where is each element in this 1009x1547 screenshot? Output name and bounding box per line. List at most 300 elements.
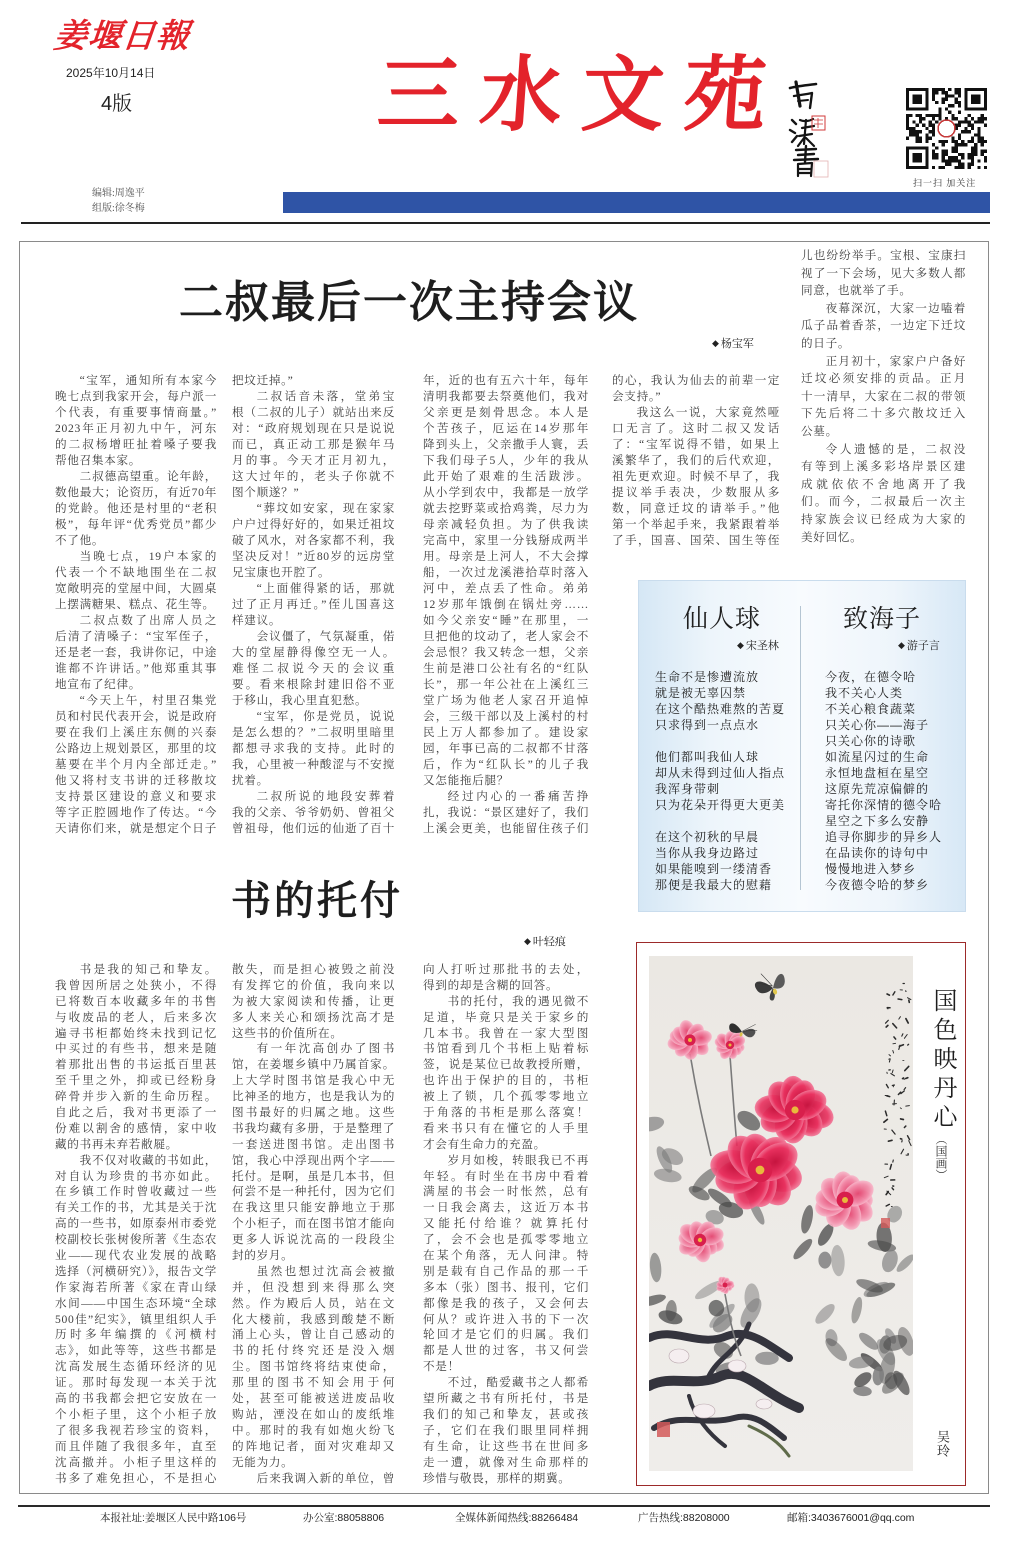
text-line: 份难以割舍的感情，家中收	[55, 1121, 217, 1135]
article-column	[801, 247, 966, 546]
text-line: 藏的书再未弃若敝屣。	[55, 1137, 178, 1151]
text-line: 视了一下会场，见大多数人都	[801, 266, 966, 280]
qr-module	[938, 88, 941, 91]
paragraph	[801, 247, 966, 300]
qr-module	[945, 107, 948, 110]
qr-module	[981, 114, 984, 117]
qr-module	[951, 114, 954, 117]
qr-module	[909, 130, 912, 133]
paragraph	[55, 613, 217, 693]
footer-address: 本报社址:姜堰区人民中路106号	[100, 1512, 247, 1524]
qr-module	[906, 127, 909, 130]
text-line: 有等到上溪多彩垎岸景区建	[801, 460, 966, 474]
text-line: 都是人世的过客，书又何尝	[423, 1344, 589, 1358]
qr-module	[932, 94, 935, 97]
text-line: 比神圣的地方，也是我认为的	[232, 1090, 395, 1104]
qr-module	[916, 133, 919, 136]
peony-stamen	[698, 1238, 702, 1242]
qr-module	[942, 98, 945, 101]
text-line: 溪繁华了，我们的后代欢迎，	[612, 454, 780, 467]
text-line: 个小柜子里，这个小柜子放	[55, 1407, 217, 1421]
qr-module	[932, 166, 935, 169]
paragraph	[423, 962, 589, 994]
paragraph	[801, 441, 966, 547]
text-line: 都想寻求我的支持。此时的	[232, 742, 395, 755]
text-line: 也许出于保护的目的，书柜	[423, 1074, 589, 1088]
text-line: 后，作为“红队长”的儿子我	[423, 758, 589, 771]
text-line: 令人遗憾的是，二叔没	[825, 442, 966, 456]
qr-module	[935, 114, 938, 117]
page-edition: 4版	[101, 93, 133, 115]
poem-body	[825, 669, 942, 909]
qr-module	[977, 137, 980, 140]
peony-stamen	[791, 1106, 798, 1113]
text-line: 校副校长张树俊所著《生态农	[55, 1233, 217, 1247]
article-column	[423, 373, 589, 837]
text-line: 一日我会离去，这近万本书	[423, 1201, 589, 1215]
paragraph	[423, 1153, 589, 1375]
qr-emblem	[938, 120, 955, 137]
qr-module	[977, 120, 980, 123]
text-line: 等字正腔圆地作了传达。“今	[55, 806, 217, 819]
qr-module	[916, 124, 919, 127]
qr-module	[951, 94, 954, 97]
text-line: 母亲减轻负担。为了供我读	[423, 518, 589, 531]
text-line: 何尝不是一种托付，因为它们	[232, 1185, 395, 1199]
text-line: 不过，酷爱藏书之人都希	[447, 1376, 589, 1390]
qr-module	[974, 143, 977, 146]
qr-module	[984, 159, 987, 162]
poem-line: 不关心粮食蔬菜	[825, 702, 917, 716]
footer-news-hotline: 全媒体新闻热线:88266484	[455, 1512, 579, 1524]
qr-module	[942, 88, 945, 91]
qr-module	[945, 94, 948, 97]
paragraph	[423, 1375, 589, 1486]
poem-line: 在这个酷热难熬的苦夏	[655, 702, 786, 716]
text-line: 并，但没想到来得那么突	[232, 1280, 395, 1294]
text-line: 迁坟必须安排的贡品。正月	[801, 372, 966, 386]
text-line: 们。而今，二叔最后一次主	[801, 495, 966, 509]
peony-stamen	[729, 1044, 732, 1047]
paragraph	[232, 501, 395, 581]
text-line: 了手，国喜、国荣、国生等侄	[612, 534, 780, 547]
qr-module	[938, 140, 941, 143]
poem-line: 他们都叫我仙人球	[655, 750, 760, 764]
text-line: 公墓。	[801, 424, 838, 438]
text-line: 天请你们来，就是想定个日子	[55, 822, 217, 835]
text-line: 对自认为珍贵的书亦如此。	[55, 1169, 217, 1183]
text-line: 年，近的也有五六十年，每年	[423, 374, 589, 387]
paragraph	[423, 994, 589, 1153]
qr-module	[909, 133, 912, 136]
text-line: 看来书只有在懂它的人手里	[423, 1121, 589, 1135]
qr-module	[945, 150, 948, 153]
qr-module	[929, 137, 932, 140]
text-line: 然。作为殿后人员，站在文	[232, 1296, 395, 1310]
qr-module	[968, 153, 971, 156]
qr-module	[945, 140, 948, 143]
qr-module	[938, 111, 941, 114]
text-line: 了，会不会也是孤零零地立	[423, 1233, 589, 1247]
text-line: 旦把他的坟动了，老人家会不	[423, 630, 589, 643]
qr-module	[955, 146, 958, 149]
qr-module	[916, 140, 919, 143]
text-line: 书的托付终究还是没入烟	[232, 1344, 395, 1358]
text-line: 书我均藏有多册，于是整理了	[232, 1121, 395, 1135]
qr-module	[955, 140, 958, 143]
qr-module	[981, 150, 984, 153]
qr-module	[981, 117, 984, 120]
paragraph	[232, 1041, 395, 1263]
text-line: 样建议。	[232, 614, 282, 627]
poem-line: 今夜，在德令哈	[825, 670, 917, 684]
qr-module	[971, 117, 974, 120]
qr-module	[974, 153, 977, 156]
qr-module	[932, 88, 935, 91]
poem-line: 永恒地盘桓在星空	[825, 766, 930, 780]
qr-module	[932, 156, 935, 159]
text-line: 后来我调入新的单位，曾	[256, 1471, 395, 1485]
qr-module	[929, 130, 932, 133]
poem-line: 寄托你深情的德令哈	[825, 798, 943, 812]
qr-module	[919, 130, 922, 133]
text-line: 难怪二叔说今天的会议重	[232, 662, 395, 675]
text-line: 月的事。今天才正月初九，	[232, 454, 395, 467]
qr-module	[958, 88, 961, 91]
text-line: 向人打听过那批书的去处，	[423, 963, 589, 976]
text-line: 我的父亲、爷爷奶奶、曾祖父	[232, 806, 395, 819]
article-column	[232, 962, 395, 1486]
paragraph	[232, 389, 395, 501]
text-line: 在乡镇工作时曾收藏过一些	[55, 1185, 217, 1199]
qr-module	[919, 114, 922, 117]
text-line: 正月初十，家家户户备好	[825, 354, 966, 368]
qr-module	[958, 153, 961, 156]
text-line: 会忌恨？我又转念一想，父亲	[423, 646, 589, 659]
inscription-stroke	[908, 1044, 909, 1045]
qr-module	[974, 120, 977, 123]
text-line: 要。看来根除封建旧俗不亚	[232, 678, 395, 691]
text-line: “今天上午，村里召集党	[79, 694, 217, 707]
text-line: 父亲更是刻骨思念。本人是	[423, 406, 589, 419]
text-line: “葬坟如安家，现在家家	[256, 502, 395, 515]
qr-module	[968, 140, 971, 143]
text-line: “上面催得紧的话，那就	[256, 582, 395, 595]
text-line: 选择（河横研究）》，报告文学	[55, 1264, 217, 1278]
text-line: 满屋的书会一时怅然，总有	[423, 1185, 589, 1199]
paragraph	[232, 1264, 395, 1471]
poem-line: 我不关心人类	[825, 686, 904, 700]
paragraph	[232, 962, 395, 1041]
inscription-stroke	[906, 1106, 910, 1107]
qr-module	[977, 133, 980, 136]
text-line: 是怎么想的？”二叔明里暗里	[232, 726, 395, 739]
qr-module	[964, 130, 967, 133]
qr-module	[951, 150, 954, 153]
qr-module	[938, 166, 941, 169]
qr-module	[981, 143, 984, 146]
qr-module	[912, 127, 915, 130]
text-line: 支持景区建设的意义和要求	[55, 790, 217, 803]
qr-module	[906, 137, 909, 140]
text-line: 了：“宝军说得不错，如果上	[612, 438, 780, 451]
poem-line: 当你从我身边路过	[655, 846, 760, 860]
qr-module	[984, 156, 987, 159]
text-line: 散失，而是担心被毁之前没	[232, 963, 395, 976]
text-line: 墓要在半个月内全部迁走。”	[55, 758, 217, 771]
article-title: 二叔最后一次主持会议	[179, 278, 639, 327]
inscription-stroke	[904, 1126, 905, 1127]
text-line: 曾祖母，他们远的仙逝了百十	[232, 822, 395, 835]
text-line: 十一清早，大家在二叔的带领	[801, 389, 966, 403]
text-line: 会议僵了，气氛凝重，偌	[256, 630, 395, 643]
author-name: 游子言	[906, 640, 940, 652]
text-line: 书多了难免担心，不是担心	[55, 1471, 217, 1485]
typesetter-credit: 组版:徐冬梅	[92, 203, 145, 214]
qr-module	[945, 98, 948, 101]
paragraph	[801, 300, 966, 353]
qr-module	[948, 104, 951, 107]
qr-module	[971, 146, 974, 149]
qr-module	[919, 120, 922, 123]
text-line: 不是！	[423, 1360, 460, 1374]
paragraph	[232, 789, 395, 837]
text-line: 降到头上，父亲撒手人寰，丢	[423, 438, 589, 451]
poem-line: 只求得到一点点水	[655, 718, 760, 732]
text-line: 这些书的价值所在。	[232, 1026, 343, 1040]
text-line: 书是我的知己和挚友。	[79, 963, 217, 976]
text-line: 处，甚至可能被送进废品收	[232, 1392, 395, 1406]
qr-module	[977, 166, 980, 169]
qr-module	[977, 130, 980, 133]
text-line: 图个顺遂？”	[232, 486, 300, 499]
qr-module	[945, 159, 948, 162]
artwork-artist: 吴玲	[935, 1430, 950, 1458]
text-line: 500佳”纪实》，镇里组织人手	[55, 1312, 217, 1326]
qr-module	[935, 91, 938, 94]
text-line: 高的一些书，如原泰州市委党	[55, 1217, 217, 1231]
qr-module	[932, 133, 935, 136]
text-line: 书馆看到几个书柜上贴着标	[423, 1042, 589, 1056]
text-line: 水间——中国生态环境“全球	[55, 1296, 217, 1310]
article-byline	[524, 934, 566, 949]
qr-module	[961, 120, 964, 123]
qr-module	[942, 91, 945, 94]
text-line: 长”，那一年公社在上溪红三	[423, 678, 589, 691]
qr-module	[948, 111, 951, 114]
qr-module	[916, 130, 919, 133]
text-line: 清明我都要去祭奠他们，我对	[423, 390, 589, 403]
qr-module	[935, 120, 938, 123]
qr-module	[971, 137, 974, 140]
text-line: 园，年事已高的二叔都不甘落	[423, 742, 589, 755]
inscription-stroke	[892, 1085, 894, 1086]
qr-module	[977, 117, 980, 120]
qr-module	[916, 114, 919, 117]
text-line: 望所藏之书有所托付，书是	[423, 1392, 589, 1406]
text-line: 户户过得好好的，如果迁祖坟	[232, 518, 395, 531]
text-line: 在我这里只能安静地立于那	[232, 1201, 395, 1215]
qr-module	[961, 140, 964, 143]
author-name: 叶轻痕	[532, 936, 566, 948]
peony-stamen	[688, 1038, 692, 1042]
qr-module	[971, 124, 974, 127]
inscription-stroke	[887, 994, 889, 995]
text-line: 中。那时的我有如炮火纷飞	[232, 1423, 395, 1437]
issue-date: 2025年10月14日	[66, 66, 156, 80]
paragraph	[801, 353, 966, 441]
text-line: 别是载有自己作品的那一千	[423, 1264, 589, 1278]
text-line: 12岁那年饿倒在锅灶旁……	[423, 598, 589, 611]
qr-module	[958, 91, 961, 94]
qr-finder	[971, 94, 981, 104]
diamond-icon: ◆	[737, 640, 744, 650]
qr-module	[955, 159, 958, 162]
text-line: 代表一个不缺地围坐在二叔	[55, 566, 217, 579]
poem-body	[655, 669, 785, 909]
text-line: 志》，如此等等，这些书都是	[55, 1344, 217, 1358]
inscription-stroke	[888, 1140, 892, 1141]
text-line: 祖先更欢迎。时候不早了，我	[612, 470, 780, 483]
text-line: 提议举手表决，少数服从多	[612, 486, 780, 499]
text-line: 在某个角落，无人问津。特	[423, 1249, 589, 1263]
text-line: 二叔德高望重。论年龄，	[79, 470, 217, 483]
text-line: 完高中，家里一分钱掰成两半	[423, 534, 589, 547]
text-line: 而且伴随了我很多年，直至	[55, 1439, 217, 1453]
text-line: 遍寻书柜都始终未找到记忆	[55, 1026, 217, 1040]
paragraph	[232, 629, 395, 709]
footer-rule	[18, 1505, 990, 1507]
qr-module	[929, 114, 932, 117]
paragraph	[55, 693, 217, 837]
diamond-icon: ◆	[524, 936, 531, 946]
text-line: 有一年沈高创办了图书	[256, 1042, 395, 1056]
text-line: 于移山，我心里直犯愁。	[232, 694, 368, 707]
text-line: 才会有生命力的充盈。	[423, 1137, 546, 1151]
qr-module	[984, 140, 987, 143]
qr-module	[981, 137, 984, 140]
qr-module	[984, 124, 987, 127]
text-line: 成就依依不舍地离开了我	[801, 477, 966, 491]
text-line: 那里的图书不知会用于何	[232, 1376, 395, 1390]
text-line: 扰着。	[232, 774, 269, 787]
qr-module	[977, 127, 980, 130]
text-line: 大的堂屋静得像空无一人。	[232, 646, 395, 659]
text-line: 尘。图书馆终将结束使命，	[232, 1360, 395, 1374]
poem-line: 这原先荒凉偏僻的	[825, 782, 930, 796]
text-line: 轮回才是它们的归属。我们	[423, 1328, 589, 1342]
text-line: 我曾因所居之处狭小，不得	[55, 978, 217, 992]
qr-module	[971, 127, 974, 130]
stanza	[655, 829, 785, 893]
paragraph	[55, 469, 217, 549]
poem-divider	[800, 606, 801, 890]
article-column	[612, 373, 780, 549]
text-line: 个苦孩子，厄运在14岁那年	[423, 422, 589, 435]
text-line: 更多人诉说沈高的一段段尘	[232, 1233, 395, 1247]
text-line: 谁都不许讲话。”他郑重其事	[55, 662, 217, 675]
qr-module	[971, 150, 974, 153]
text-line: 数，同意迁坟的请举手。”他	[612, 502, 780, 515]
poem-line: 却从未得到过仙人指点	[655, 766, 786, 780]
text-line: 珍惜与敬畏，那样的期冀。	[423, 1471, 571, 1485]
text-line: 有关工作的书，尤其是关于沈	[55, 1201, 217, 1215]
text-line: 美好回忆。	[801, 530, 863, 544]
text-line: 的二叔杨增旺扯着嗓子要我	[55, 438, 217, 451]
text-line: 不了他。	[55, 534, 105, 547]
text-line: 的党龄。他还是村里的“老积	[55, 502, 217, 515]
qr-module	[906, 120, 909, 123]
text-line: 馆，在姜堰乡镇中乃属首家。	[232, 1058, 395, 1072]
text-line: 与收废品的老人，后来多次	[55, 1010, 217, 1024]
text-line: 已将数百本收藏多年的书售	[55, 994, 217, 1008]
poem-line: 只为花朵开得更大更美	[655, 798, 786, 812]
qr-module	[919, 137, 922, 140]
text-line: 宽敞明亮的堂屋中间，大圆桌	[55, 582, 217, 595]
qr-module	[945, 91, 948, 94]
text-line: 历时多年编撰的《河横村	[55, 1328, 217, 1342]
qr-module	[922, 117, 925, 120]
text-line: 几本书。我曾在一家大型图	[423, 1026, 589, 1040]
qr-module	[977, 159, 980, 162]
inscription-stroke	[893, 1160, 894, 1162]
qr-module	[951, 104, 954, 107]
poem-line: 慢慢地进入梦乡	[825, 862, 917, 876]
text-line: 虽然也想过沈高会被撤	[256, 1264, 395, 1278]
text-line: 何从？或许进入书的下一次	[423, 1312, 589, 1326]
qr-module	[935, 153, 938, 156]
text-line: 二叔点数了出席人员之	[79, 614, 217, 627]
text-line: 用。母亲是上河人，不大会撑	[423, 550, 589, 563]
qr-module	[968, 166, 971, 169]
text-line: 岁月如梭，转眼我已不再	[447, 1153, 589, 1167]
text-line: 此开始了艰难的生活跋涉。	[423, 470, 589, 483]
poem-line: 生命不是惨遭流放	[655, 670, 760, 684]
text-line: 我，心里被一种酸涩与不安搅	[232, 758, 395, 771]
text-line: 下先后将二十多穴散坟迁入	[801, 407, 966, 421]
text-line: 如今父亲安“睡”在那里，一	[423, 614, 589, 627]
qr-module	[942, 101, 945, 104]
qr-module	[961, 156, 964, 159]
qr-module	[942, 153, 945, 156]
qr-module	[945, 153, 948, 156]
qr-module	[925, 133, 928, 136]
qr-module	[948, 156, 951, 159]
text-line: 瓜子品着香茶，一边定下迁坟	[801, 319, 966, 333]
text-line: 托付。是啊，虽是几本书，但	[232, 1169, 395, 1183]
qr-module	[955, 117, 958, 120]
qr-module	[942, 166, 945, 169]
calligraphy-signature	[782, 76, 834, 180]
qr-module	[932, 114, 935, 117]
qr-module	[948, 163, 951, 166]
paragraph	[232, 709, 395, 789]
qr-module	[942, 143, 945, 146]
text-line: 涌上心头，曾让自己感动的	[232, 1328, 395, 1342]
qr-module	[925, 127, 928, 130]
article-column	[55, 373, 217, 837]
text-line: 会，三级干部以及上溪村的村	[423, 710, 589, 723]
masthead-rule	[21, 222, 990, 224]
qr-module	[912, 130, 915, 133]
text-line: 作家海若所著《家在青山绿	[55, 1280, 217, 1294]
artwork-title: 国色映丹心	[929, 988, 955, 1133]
text-line: 他又将村支书讲的迁移散坟	[55, 774, 217, 787]
paragraph	[612, 405, 780, 549]
text-line: 着那批出售的书运抵百里甚	[55, 1058, 217, 1072]
paragraph	[232, 1471, 395, 1487]
qr-module	[958, 104, 961, 107]
